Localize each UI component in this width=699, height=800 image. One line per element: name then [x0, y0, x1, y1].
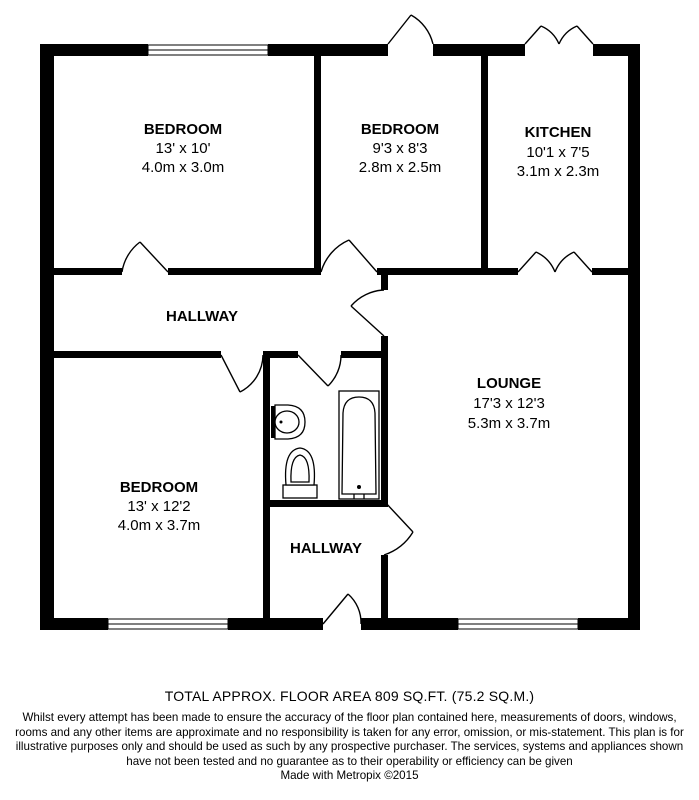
room-name: HALLWAY: [290, 540, 362, 557]
door-bedroom-1: [122, 242, 168, 272]
bathtub-icon: [339, 391, 379, 499]
door-entrance-top: [388, 15, 433, 44]
room-name: BEDROOM: [119, 479, 199, 496]
room-label-bedroom-2: [359, 121, 442, 176]
door-bathroom: [298, 355, 341, 386]
window-bedroom-3: [108, 619, 228, 629]
room-size-metric: 2.8m x 2.5m: [358, 159, 442, 176]
total-floor-area: TOTAL APPROX. FLOOR AREA 809 SQ.FT. (75.2 SQ.M.): [164, 688, 535, 704]
door-front: [323, 594, 361, 624]
door-hallway-2: [384, 501, 413, 555]
disclaimer-text: Whilst every attempt has been made to ensure the accuracy of the floor plan contained here, measurements of doors, windows, rooms and any other items are approximate and no responsibility is taken for any error, omission, or mis-statement. This plan is for illustrative purposes only and should be used as such by any prospective purchaser. The services, systems and appliances shown have not been tested and no guarantee as to their operability or efficiency can be given: [15, 711, 684, 768]
door-lounge: [351, 290, 384, 336]
room-name: BEDROOM: [143, 121, 223, 138]
basin-icon: [271, 405, 305, 439]
room-size-metric: 3.1m x 2.3m: [516, 163, 600, 180]
room-label-bedroom-1: [142, 121, 225, 176]
door-bedroom-3: [221, 355, 263, 392]
toilet-icon: [283, 448, 317, 498]
room-size-imperial: 13' x 10': [155, 140, 211, 157]
room-size-imperial: 10'1 x 7'5: [526, 144, 590, 161]
room-size-imperial: 17'3 x 12'3: [473, 395, 545, 412]
room-label-hallway-2: [290, 540, 362, 557]
room-label-bedroom-3: [118, 479, 201, 534]
bathroom-fixtures: [271, 391, 379, 499]
room-size-metric: 5.3m x 3.7m: [467, 415, 551, 432]
room-name: KITCHEN: [524, 124, 592, 141]
made-with-credit: Made with Metropix ©2015: [280, 769, 419, 782]
room-size-imperial: 13' x 12'2: [127, 498, 191, 515]
footer: [0, 688, 699, 783]
door-kitchen-external: [525, 26, 593, 44]
room-name: HALLWAY: [166, 308, 238, 325]
door-kitchen-internal: [518, 252, 592, 272]
room-size-metric: 4.0m x 3.7m: [117, 517, 201, 534]
window-bedroom-1: [148, 45, 268, 55]
room-label-kitchen: [517, 124, 600, 180]
window-lounge: [458, 619, 578, 629]
room-label-hallway-1: [166, 308, 238, 325]
room-size-imperial: 9'3 x 8'3: [372, 140, 428, 157]
room-name: LOUNGE: [476, 375, 542, 392]
room-label-lounge: [468, 375, 551, 432]
room-size-metric: 4.0m x 3.0m: [141, 159, 225, 176]
door-bedroom-2: [321, 240, 377, 272]
room-name: BEDROOM: [360, 121, 440, 138]
